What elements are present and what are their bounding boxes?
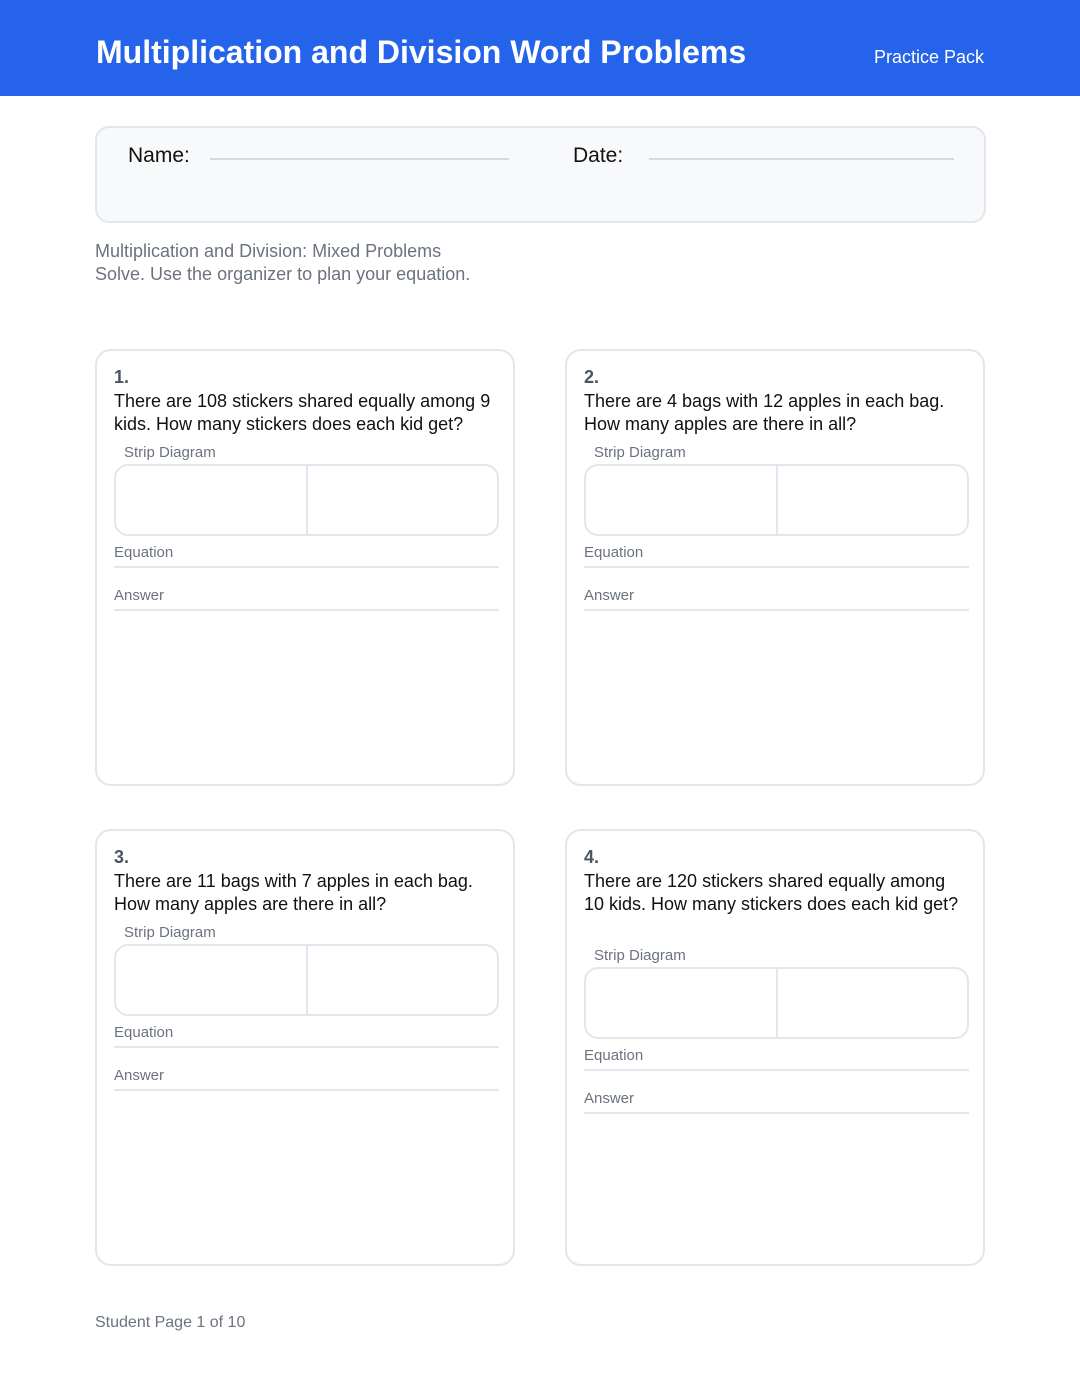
strip-diagram[interactable] xyxy=(114,944,499,1016)
strip-diagram[interactable] xyxy=(584,967,969,1039)
problem-number: 4. xyxy=(584,847,600,867)
strip-diagram-label: Strip Diagram xyxy=(594,444,686,461)
section-heading: Multiplication and Division: Mixed Problems xyxy=(95,241,442,261)
strip-diagram[interactable] xyxy=(584,464,969,536)
problem-card-2 xyxy=(565,349,985,786)
problem-card-1 xyxy=(95,349,515,786)
equation-field[interactable]: Equation xyxy=(114,544,499,568)
strip-diagram-label: Strip Diagram xyxy=(124,444,216,461)
date-label: Date: xyxy=(573,144,624,167)
strip-divider xyxy=(776,969,778,1037)
equation-field[interactable]: Equation xyxy=(114,1024,499,1048)
strip-divider xyxy=(306,946,308,1014)
strip-diagram[interactable] xyxy=(114,464,499,536)
intro-section xyxy=(95,240,470,286)
organizer xyxy=(584,444,969,611)
answer-field[interactable]: Answer xyxy=(114,1067,499,1091)
strip-divider xyxy=(776,466,778,534)
page-footer: Student Page 1 of 10 xyxy=(95,1314,246,1331)
practice-pack-tag: Practice Pack xyxy=(873,47,984,67)
strip-diagram-label: Strip Diagram xyxy=(594,947,686,964)
problem-card-4 xyxy=(565,829,985,1266)
problem-number: 2. xyxy=(584,367,600,387)
name-input-line[interactable] xyxy=(210,158,509,160)
problem-text: There are 11 bags with 7 apples in each bag. How many apples are there in all? xyxy=(114,871,473,914)
page-title: Multiplication and Division Word Problems xyxy=(96,34,747,70)
answer-field[interactable]: Answer xyxy=(584,1090,969,1114)
organizer xyxy=(114,924,499,1091)
organizer xyxy=(584,947,969,1114)
answer-field[interactable]: Answer xyxy=(114,587,499,611)
organizer xyxy=(114,444,499,611)
equation-field[interactable]: Equation xyxy=(584,544,969,568)
answer-field[interactable]: Answer xyxy=(584,587,969,611)
student-info-box xyxy=(95,126,986,223)
problem-number: 1. xyxy=(114,367,130,387)
equation-field[interactable]: Equation xyxy=(584,1047,969,1071)
instructions: Solve. Use the organizer to plan your equation. xyxy=(95,264,471,284)
problem-number: 3. xyxy=(114,847,130,867)
problem-text: There are 108 stickers shared equally among 9 kids. How many stickers does each kid get? xyxy=(114,391,491,434)
page-header xyxy=(0,0,1080,96)
date-input-line[interactable] xyxy=(649,158,954,160)
strip-divider xyxy=(306,466,308,534)
strip-diagram-label: Strip Diagram xyxy=(124,924,216,941)
problem-card-3 xyxy=(95,829,515,1266)
problem-text: There are 4 bags with 12 apples in each bag. How many apples are there in all? xyxy=(584,391,945,434)
problem-text: There are 120 stickers shared equally among 10 kids. How many stickers does each kid get? xyxy=(584,871,959,914)
name-label: Name: xyxy=(128,144,190,167)
